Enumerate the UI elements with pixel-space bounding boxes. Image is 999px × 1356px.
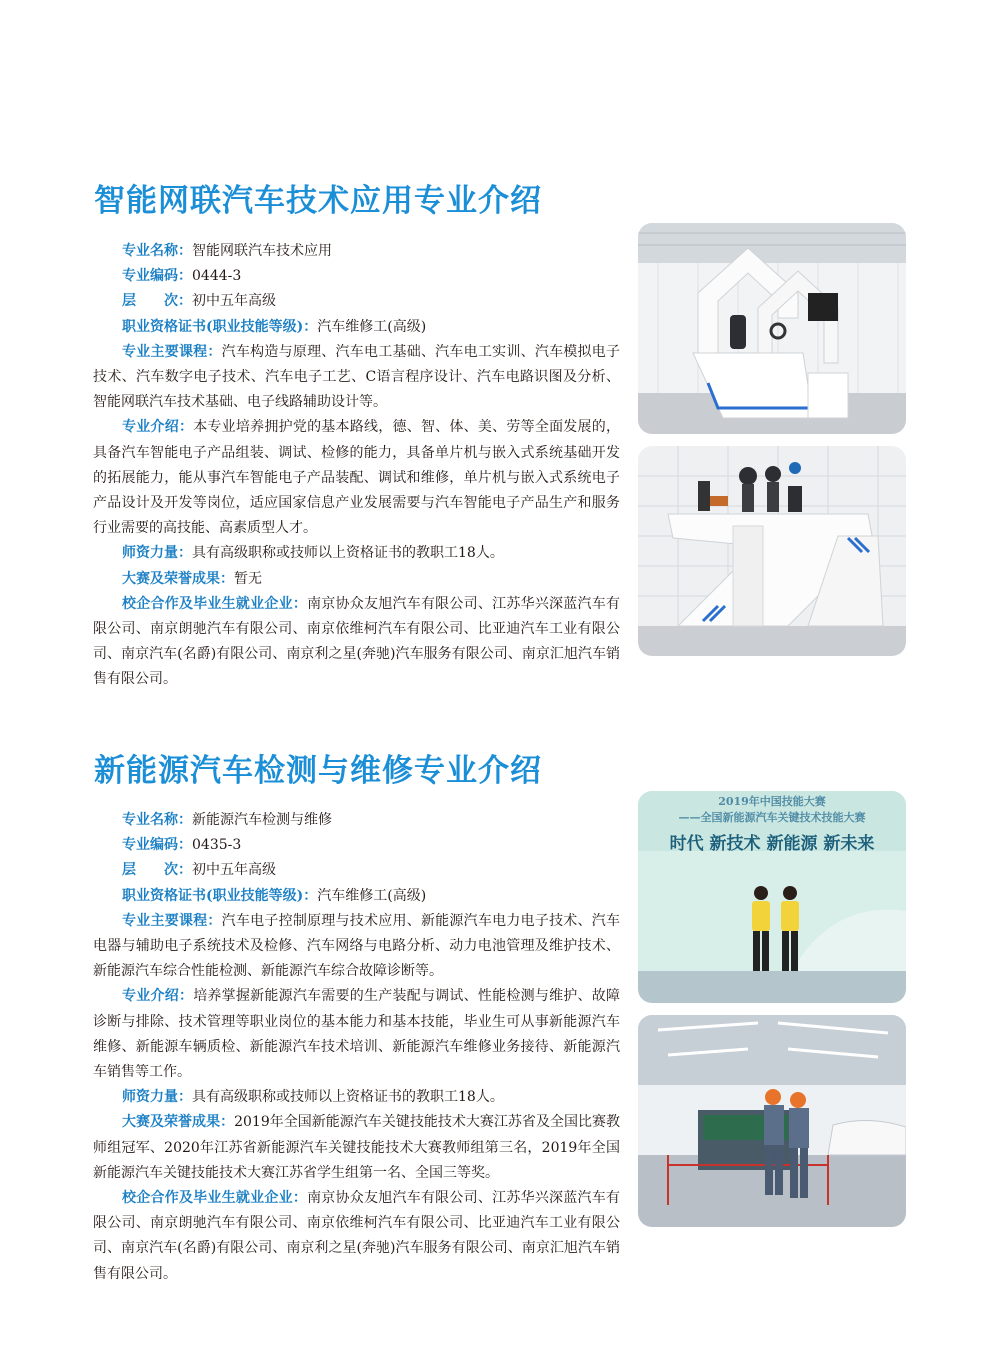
faculty-paragraph [93, 541, 620, 566]
major-name-label: 专业名称： [122, 243, 192, 259]
major-name-value: 新能源汽车检测与维修 [192, 812, 332, 828]
major-code-label: 专业编码： [122, 837, 192, 854]
cooperation-value: 南京协众友旭汽车有限公司、江苏华兴深蓝汽车有限公司、南京朗驰汽车有限公司、南京依维柯汽车有限公司、比亚迪汽车工业有限公司、南京汽车(名爵)有限公司、南京利之星(奔驰)汽车服务有限公司、南京汇旭汽车销售有限公司。 [93, 595, 621, 688]
courses-label: 专业主要课程： [122, 912, 222, 929]
faculty-paragraph [93, 1085, 620, 1110]
awards-value: 2019年全国新能源汽车关键技能技术大赛江苏省及全国比赛教师组冠军、2020年江苏省新能源汽车关键技能技术大赛教师组第三名，2019年全国新能源汽车关键技能技术大赛江苏省学生组第一名、全国三等奖。 [93, 1114, 620, 1181]
cooperation-paragraph [93, 1186, 620, 1287]
level-value: 初中五年高级 [192, 862, 276, 879]
faculty-label: 师资力量： [122, 545, 192, 562]
section-title: 智能网联汽车技术应用专业介绍 [94, 183, 542, 219]
certificate-label: 职业资格证书(职业技能等级)： [122, 887, 318, 904]
section-body [93, 808, 620, 1287]
level-label: 层 次： [122, 293, 192, 310]
certificate-value: 汽车维修工(高级) [317, 887, 427, 904]
awards-paragraph [93, 567, 620, 592]
section-title: 新能源汽车检测与维修专业介绍 [94, 753, 542, 789]
level-row [93, 858, 620, 883]
courses-value: 汽车电子控制原理与技术应用、新能源汽车电力电子技术、汽车电器与辅助电子系统技术及检修、汽车网络与电路分析、动力电池管理及维护技术、新能源汽车综合性能检测、新能源汽车综合故障诊断等。 [93, 912, 621, 980]
intro-label: 专业介绍： [122, 419, 194, 436]
training-workshop-photo [638, 1015, 906, 1227]
major-name-row [93, 808, 620, 833]
cooperation-label: 校企合作及毕业生就业企业： [122, 595, 308, 612]
awards-label: 大赛及荣誉成果： [122, 570, 234, 587]
faculty-value: 具有高级职称或技师以上资格证书的教职工18人。 [192, 1089, 504, 1106]
driving-simulator-photo [638, 223, 906, 434]
competition-banner-photo [638, 791, 906, 1003]
banner-line2: ——全国新能源汽车关键技术技能大赛 [678, 811, 866, 824]
awards-label: 大赛及荣誉成果： [122, 1114, 235, 1131]
awards-value: 暂无 [234, 570, 262, 587]
major-name-row [93, 239, 620, 264]
certificate-row [93, 315, 620, 340]
major-code-value: 0435-3 [192, 837, 242, 854]
level-row [93, 289, 620, 314]
cooperation-value: 南京协众友旭汽车有限公司、江苏华兴深蓝汽车有限公司、南京朗驰汽车有限公司、南京依维柯汽车有限公司、比亚迪汽车工业有限公司、南京汽车(名爵)有限公司、南京利之星(奔驰)汽车服务有限公司、南京汇旭汽车销售有限公司。 [93, 1190, 621, 1282]
awards-paragraph [93, 1110, 620, 1186]
level-value: 初中五年高级 [192, 293, 276, 310]
sensor-bench-photo [638, 446, 906, 656]
major-code-value: 0444-3 [192, 268, 242, 285]
certificate-row [93, 884, 620, 909]
level-label: 层 次： [122, 862, 192, 879]
courses-paragraph [93, 340, 620, 416]
banner-line1: 2019年中国技能大赛 [718, 795, 826, 808]
major-code-row [93, 833, 620, 858]
intro-paragraph [93, 984, 620, 1085]
major-code-label: 专业编码： [122, 268, 192, 285]
section-body [93, 239, 620, 693]
courses-label: 专业主要课程： [122, 343, 222, 360]
courses-paragraph [93, 909, 620, 985]
faculty-label: 师资力量： [122, 1089, 192, 1106]
intro-value: 培养掌握新能源汽车需要的生产装配与调试、性能检测与维护、故障诊断与排除、技术管理等职业岗位的基本能力和基本技能，毕业生可从事新能源汽车维修、新能源车辆质检、新能源汽车技术培训、新能源汽车维修业务接待、新能源汽车销售等工作。 [93, 988, 621, 1081]
certificate-value: 汽车维修工(高级) [317, 318, 427, 335]
courses-value: 汽车构造与原理、汽车电工基础、汽车电工实训、汽车模拟电子技术、汽车数字电子技术、汽车电子工艺、C语言程序设计、汽车电路识图及分析、智能网联汽车技术基础、电子线路辅助设计等。 [93, 343, 621, 411]
cooperation-paragraph [93, 592, 620, 693]
intro-paragraph [93, 415, 620, 541]
certificate-label: 职业资格证书(职业技能等级)： [122, 318, 318, 335]
intro-label: 专业介绍： [122, 988, 194, 1005]
major-name-value: 智能网联汽车技术应用 [192, 243, 332, 259]
faculty-value: 具有高级职称或技师以上资格证书的教职工18人。 [192, 545, 504, 562]
banner-slogan: 时代 新技术 新能源 新未来 [669, 834, 875, 854]
cooperation-label: 校企合作及毕业生就业企业： [122, 1190, 308, 1207]
intro-value: 本专业培养拥护党的基本路线，德、智、体、美、劳等全面发展的，具备汽车智能电子产品组装、调试、检修的能力，具备单片机与嵌入式系统基础开发的拓展能力，能从事汽车智能电子产品装配、调试和维修，单片机与嵌入式系统电子产品设计及开发等岗位，适应国家信息产业发展需要与汽车智能电子产品生产和服务行业需要的高技能、高素质型人才。 [93, 419, 621, 537]
major-code-row [93, 264, 620, 289]
major-name-label: 专业名称： [122, 812, 192, 828]
